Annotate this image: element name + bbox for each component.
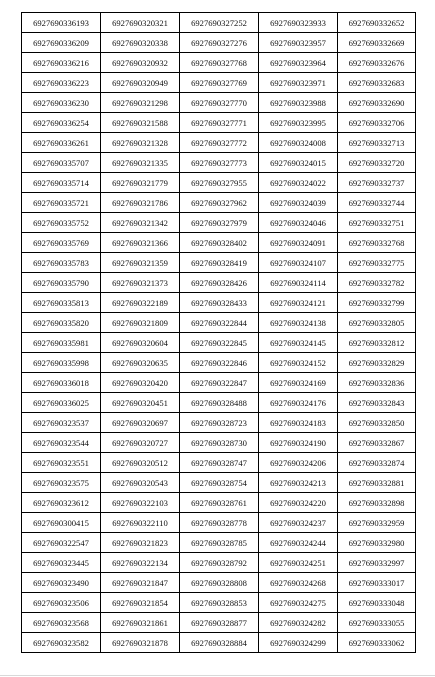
barcode-cell: 6927690328488: [180, 393, 259, 413]
barcode-cell: 6927690332676: [338, 53, 416, 73]
table-row: [22, 233, 416, 253]
barcode-cell: 6927690332669: [338, 33, 416, 53]
table-row: [22, 253, 416, 273]
barcode-cell: 6927690333017: [338, 573, 416, 593]
barcode-cell: 6927690327771: [180, 113, 259, 133]
barcode-cell: 6927690324152: [259, 353, 338, 373]
barcode-cell: 6927690322110: [101, 513, 180, 533]
barcode-cell: 6927690332706: [338, 113, 416, 133]
barcode-cell: 6927690322189: [101, 293, 180, 313]
barcode-cell: 6927690320512: [101, 453, 180, 473]
barcode-cell: 6927690323988: [259, 93, 338, 113]
barcode-cell: 6927690333048: [338, 593, 416, 613]
barcode-cell: 6927690322844: [180, 313, 259, 333]
barcode-cell: 6927690332751: [338, 213, 416, 233]
barcode-cell: 6927690324169: [259, 373, 338, 393]
barcode-cell: 6927690335981: [22, 333, 101, 353]
barcode-cell: 6927690328754: [180, 473, 259, 493]
barcode-cell: 6927690336230: [22, 93, 101, 113]
table-row: [22, 493, 416, 513]
barcode-cell: 6927690320697: [101, 413, 180, 433]
barcode-cell: 6927690323612: [22, 493, 101, 513]
table-row: [22, 513, 416, 533]
barcode-cell: 6927690324190: [259, 433, 338, 453]
barcode-cell: 6927690321588: [101, 113, 180, 133]
barcode-cell: 6927690332713: [338, 133, 416, 153]
barcode-cell: 6927690324237: [259, 513, 338, 533]
barcode-cell: 6927690320932: [101, 53, 180, 73]
barcode-cell: 6927690328785: [180, 533, 259, 553]
barcode-cell: 6927690336018: [22, 373, 101, 393]
barcode-cell: 6927690321298: [101, 93, 180, 113]
barcode-cell: 6927690323964: [259, 53, 338, 73]
table-row: [22, 333, 416, 353]
barcode-cell: 6927690324183: [259, 413, 338, 433]
table-row: [22, 473, 416, 493]
barcode-cell: 6927690323971: [259, 73, 338, 93]
table-row: [22, 213, 416, 233]
table-row: [22, 553, 416, 573]
barcode-cell: 6927690324114: [259, 273, 338, 293]
barcode-cell: 6927690327770: [180, 93, 259, 113]
barcode-cell: 6927690328747: [180, 453, 259, 473]
barcode-cell: 6927690320451: [101, 393, 180, 413]
barcode-cell: 6927690323582: [22, 633, 101, 653]
barcode-cell: 6927690322547: [22, 533, 101, 553]
barcode-cell: 6927690323506: [22, 593, 101, 613]
barcode-cell: 6927690321809: [101, 313, 180, 333]
table-row: [22, 573, 416, 593]
table-row: [22, 53, 416, 73]
barcode-cell: 6927690332980: [338, 533, 416, 553]
barcode-cell: 6927690320727: [101, 433, 180, 453]
table-row: [22, 353, 416, 373]
barcode-cell: 6927690336193: [22, 13, 101, 33]
barcode-cell: 6927690321328: [101, 133, 180, 153]
table-row: [22, 13, 416, 33]
barcode-cell: 6927690324046: [259, 213, 338, 233]
barcode-cell: 6927690320949: [101, 73, 180, 93]
barcode-cell: 6927690323537: [22, 413, 101, 433]
barcode-cell: 6927690323957: [259, 33, 338, 53]
barcode-cell: 6927690322134: [101, 553, 180, 573]
barcode-cell: 6927690324145: [259, 333, 338, 353]
barcode-cell: 6927690300415: [22, 513, 101, 533]
barcode-cell: 6927690321366: [101, 233, 180, 253]
barcode-cell: 6927690335721: [22, 193, 101, 213]
barcode-cell: 6927690332867: [338, 433, 416, 453]
barcode-cell: 6927690335790: [22, 273, 101, 293]
barcode-cell: 6927690327962: [180, 193, 259, 213]
barcode-cell: 6927690332829: [338, 353, 416, 373]
barcode-cell: 6927690321359: [101, 253, 180, 273]
table-row: [22, 313, 416, 333]
barcode-cell: 6927690321878: [101, 633, 180, 653]
barcode-cell: 6927690332744: [338, 193, 416, 213]
barcode-cell: 6927690332812: [338, 333, 416, 353]
barcode-cell: 6927690328433: [180, 293, 259, 313]
barcode-cell: 6927690327768: [180, 53, 259, 73]
barcode-cell: 6927690324138: [259, 313, 338, 333]
barcode-cell: 6927690320321: [101, 13, 180, 33]
barcode-cell: 6927690332898: [338, 493, 416, 513]
barcode-cell: 6927690328761: [180, 493, 259, 513]
barcode-cell: 6927690321854: [101, 593, 180, 613]
barcode-cell: 6927690328778: [180, 513, 259, 533]
barcode-cell: 6927690335769: [22, 233, 101, 253]
barcode-cell: 6927690320338: [101, 33, 180, 53]
barcode-cell: 6927690328877: [180, 613, 259, 633]
barcode-cell: 6927690332805: [338, 313, 416, 333]
barcode-cell: 6927690321335: [101, 153, 180, 173]
table-row: [22, 613, 416, 633]
barcode-cell: 6927690324275: [259, 593, 338, 613]
barcode-cell: 6927690324213: [259, 473, 338, 493]
barcode-cell: 6927690322846: [180, 353, 259, 373]
barcode-cell: 6927690336223: [22, 73, 101, 93]
barcode-cell: 6927690332720: [338, 153, 416, 173]
barcode-cell: 6927690321786: [101, 193, 180, 213]
barcode-cell: 6927690332782: [338, 273, 416, 293]
table-row: [22, 173, 416, 193]
barcode-cell: 6927690332843: [338, 393, 416, 413]
table-row: [22, 293, 416, 313]
barcode-cell: 6927690324121: [259, 293, 338, 313]
barcode-cell: 6927690321373: [101, 273, 180, 293]
barcode-cell: 6927690335707: [22, 153, 101, 173]
barcode-cell: 6927690324220: [259, 493, 338, 513]
barcode-cell: 6927690323490: [22, 573, 101, 593]
barcode-cell: 6927690332775: [338, 253, 416, 273]
barcode-cell: 6927690328792: [180, 553, 259, 573]
bottom-divider: [0, 675, 435, 676]
barcode-cell: 6927690335783: [22, 253, 101, 273]
barcode-cell: 6927690327276: [180, 33, 259, 53]
barcode-cell: 6927690332690: [338, 93, 416, 113]
barcode-cell: 6927690328426: [180, 273, 259, 293]
barcode-cell: 6927690327773: [180, 153, 259, 173]
barcode-cell: 6927690324039: [259, 193, 338, 213]
barcode-cell: 6927690335820: [22, 313, 101, 333]
barcode-cell: 6927690332850: [338, 413, 416, 433]
table-row: [22, 593, 416, 613]
barcode-cell: 6927690327252: [180, 13, 259, 33]
barcode-table-container: [21, 12, 416, 653]
table-row: [22, 413, 416, 433]
barcode-cell: 6927690324022: [259, 173, 338, 193]
barcode-cell: 6927690327955: [180, 173, 259, 193]
barcode-cell: 6927690320543: [101, 473, 180, 493]
barcode-cell: 6927690332874: [338, 453, 416, 473]
barcode-cell: 6927690335998: [22, 353, 101, 373]
barcode-cell: 6927690322847: [180, 373, 259, 393]
barcode-cell: 6927690321823: [101, 533, 180, 553]
barcode-cell: 6927690324015: [259, 153, 338, 173]
barcode-cell: 6927690320635: [101, 353, 180, 373]
barcode-cell: 6927690332768: [338, 233, 416, 253]
barcode-table-body: [22, 13, 416, 653]
barcode-cell: 6927690321779: [101, 173, 180, 193]
barcode-cell: 6927690327769: [180, 73, 259, 93]
barcode-cell: 6927690328723: [180, 413, 259, 433]
barcode-cell: 6927690324268: [259, 573, 338, 593]
barcode-cell: 6927690332959: [338, 513, 416, 533]
barcode-cell: 6927690323995: [259, 113, 338, 133]
table-row: [22, 633, 416, 653]
table-row: [22, 393, 416, 413]
table-row: [22, 273, 416, 293]
barcode-cell: 6927690332737: [338, 173, 416, 193]
barcode-cell: 6927690324008: [259, 133, 338, 153]
barcode-cell: 6927690324091: [259, 233, 338, 253]
barcode-cell: 6927690321861: [101, 613, 180, 633]
barcode-cell: 6927690324206: [259, 453, 338, 473]
barcode-cell: 6927690336216: [22, 53, 101, 73]
barcode-cell: 6927690324107: [259, 253, 338, 273]
table-row: [22, 373, 416, 393]
barcode-cell: 6927690333062: [338, 633, 416, 653]
table-row: [22, 133, 416, 153]
barcode-cell: 6927690323933: [259, 13, 338, 33]
barcode-cell: 6927690324299: [259, 633, 338, 653]
barcode-cell: 6927690332881: [338, 473, 416, 493]
barcode-cell: 6927690321847: [101, 573, 180, 593]
barcode-cell: 6927690327979: [180, 213, 259, 233]
barcode-cell: 6927690333055: [338, 613, 416, 633]
table-row: [22, 73, 416, 93]
barcode-cell: 6927690327772: [180, 133, 259, 153]
table-row: [22, 113, 416, 133]
barcode-cell: 6927690335752: [22, 213, 101, 233]
table-row: [22, 453, 416, 473]
barcode-cell: 6927690323445: [22, 553, 101, 573]
barcode-table: [21, 12, 416, 653]
barcode-cell: 6927690332836: [338, 373, 416, 393]
barcode-cell: 6927690324282: [259, 613, 338, 633]
barcode-cell: 6927690320604: [101, 333, 180, 353]
barcode-cell: 6927690321342: [101, 213, 180, 233]
table-row: [22, 193, 416, 213]
barcode-cell: 6927690336261: [22, 133, 101, 153]
barcode-cell: 6927690328730: [180, 433, 259, 453]
table-row: [22, 433, 416, 453]
barcode-cell: 6927690328419: [180, 253, 259, 273]
barcode-cell: 6927690324251: [259, 553, 338, 573]
barcode-cell: 6927690332997: [338, 553, 416, 573]
barcode-cell: 6927690320420: [101, 373, 180, 393]
barcode-cell: 6927690324176: [259, 393, 338, 413]
barcode-cell: 6927690322103: [101, 493, 180, 513]
barcode-cell: 6927690335714: [22, 173, 101, 193]
barcode-cell: 6927690328884: [180, 633, 259, 653]
barcode-cell: 6927690335813: [22, 293, 101, 313]
barcode-cell: 6927690323551: [22, 453, 101, 473]
barcode-cell: 6927690322845: [180, 333, 259, 353]
barcode-cell: 6927690328808: [180, 573, 259, 593]
barcode-cell: 6927690323568: [22, 613, 101, 633]
barcode-cell: 6927690336025: [22, 393, 101, 413]
barcode-cell: 6927690332652: [338, 13, 416, 33]
barcode-cell: 6927690328853: [180, 593, 259, 613]
barcode-cell: 6927690323544: [22, 433, 101, 453]
barcode-cell: 6927690336254: [22, 113, 101, 133]
table-row: [22, 533, 416, 553]
table-row: [22, 153, 416, 173]
barcode-cell: 6927690328402: [180, 233, 259, 253]
barcode-cell: 6927690336209: [22, 33, 101, 53]
barcode-cell: 6927690332799: [338, 293, 416, 313]
table-row: [22, 33, 416, 53]
table-row: [22, 93, 416, 113]
barcode-cell: 6927690332683: [338, 73, 416, 93]
barcode-cell: 6927690324244: [259, 533, 338, 553]
barcode-cell: 6927690323575: [22, 473, 101, 493]
